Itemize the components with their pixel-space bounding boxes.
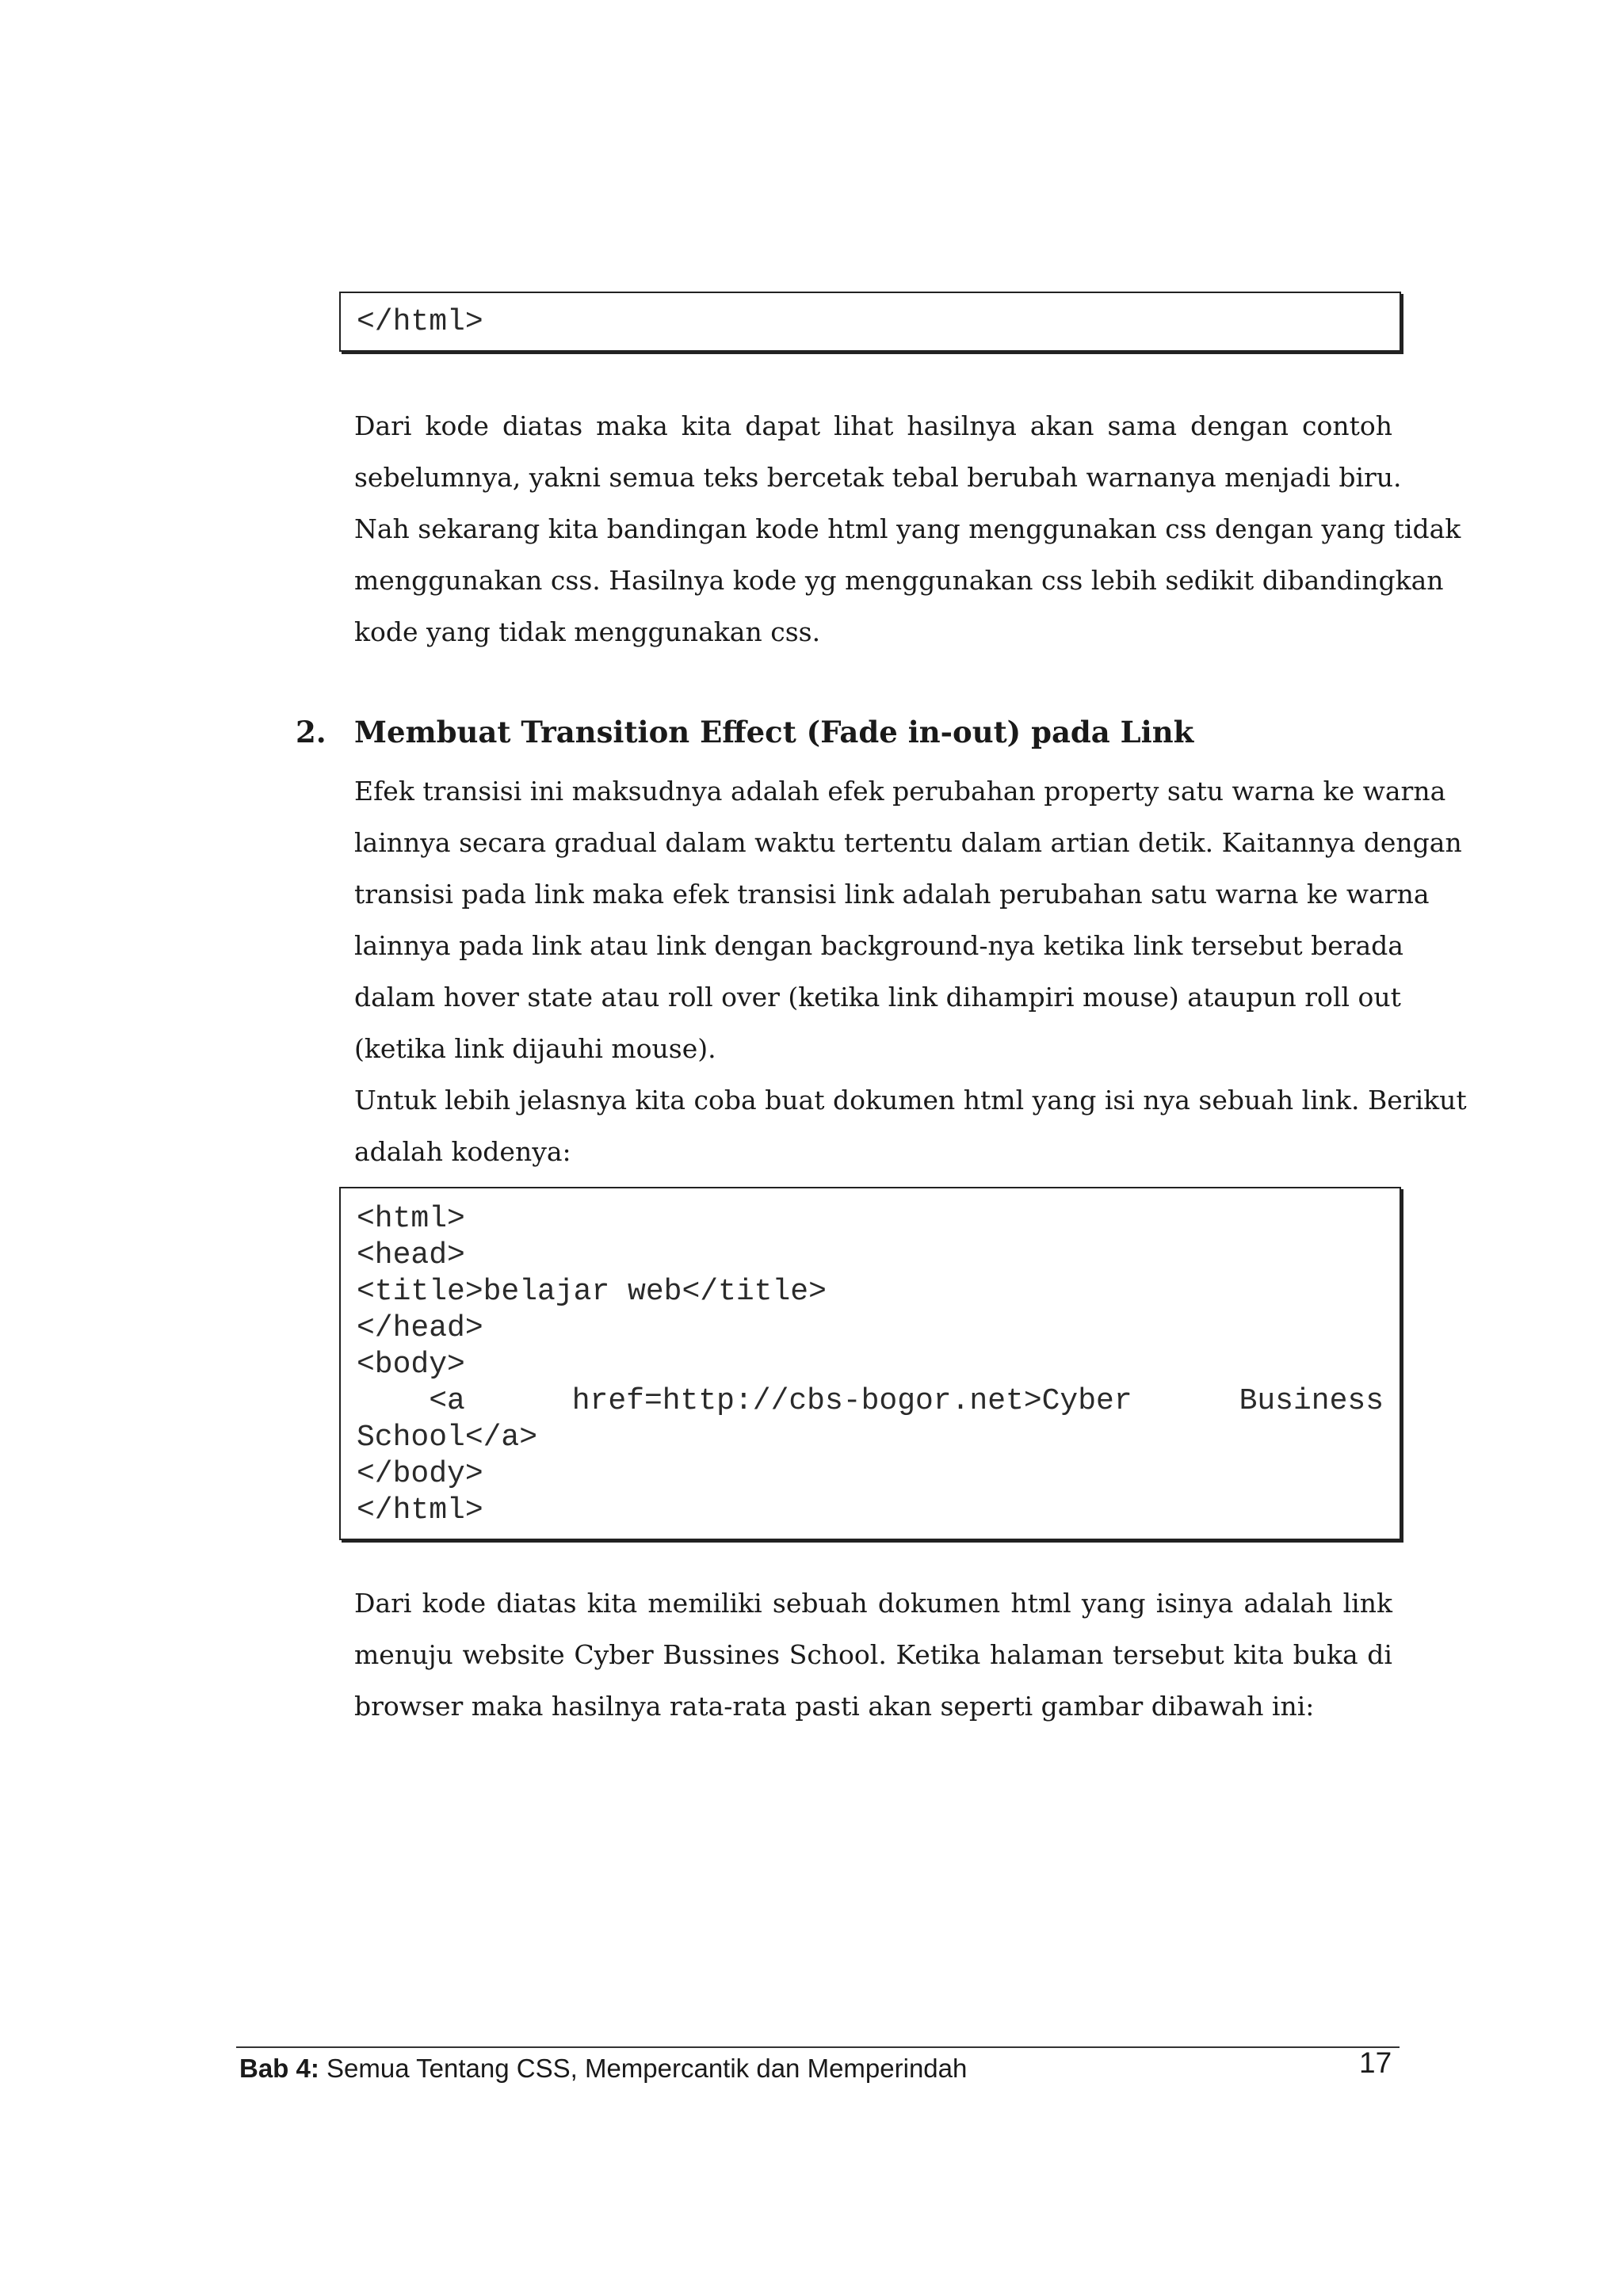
code-line: <title>belajar web</title> bbox=[357, 1275, 827, 1309]
text-line: sebelumnya, yakni semua teks bercetak tebal berubah warnanya menjadi biru. bbox=[354, 462, 1402, 493]
code-block-link-document bbox=[339, 1187, 1401, 1540]
paragraph-css-comparison bbox=[354, 503, 1461, 658]
paragraph-result-description bbox=[354, 1577, 1392, 1732]
paragraph-code-intro bbox=[354, 1074, 1467, 1177]
text-line: Efek transisi ini maksudnya adalah efek perubahan property satu warna ke warna bbox=[354, 776, 1446, 807]
footer-chapter bbox=[239, 2051, 967, 2086]
text-line: menuju website Cyber Bussines School. Ketika halaman tersebut kita buka di bbox=[354, 1639, 1392, 1670]
text-line: lainnya pada link atau link dengan background-nya ketika link tersebut berada bbox=[354, 930, 1403, 961]
code-token: href=http://cbs-bogor.net>Cyber bbox=[571, 1384, 1132, 1418]
code-line: <html> bbox=[357, 1202, 465, 1236]
text-line: lainnya secara gradual dalam waktu tertentu dalam artian detik. Kaitannya dengan bbox=[354, 827, 1462, 858]
code-line: </html> bbox=[357, 1493, 483, 1527]
code-line-anchor bbox=[357, 1383, 1384, 1420]
text-line: menggunakan css. Hasilnya kode yg menggunakan css lebih sedikit dibandingkan bbox=[354, 565, 1444, 596]
footer-divider bbox=[236, 2046, 1400, 2048]
code-block-closing-html bbox=[339, 292, 1401, 352]
code-line: <body> bbox=[357, 1348, 465, 1382]
section-title: Membuat Transition Effect (Fade in-out) pada Link bbox=[354, 715, 1194, 749]
code-line: </html> bbox=[357, 305, 483, 339]
page-number: 17 bbox=[1359, 2046, 1392, 2079]
text-line: kode yang tidak menggunakan css. bbox=[354, 616, 821, 647]
text-line: transisi pada link maka efek transisi link adalah perubahan satu warna ke warna bbox=[354, 879, 1430, 910]
text-line: Dari kode diatas kita memiliki sebuah dokumen html yang isinya adalah link bbox=[354, 1588, 1392, 1619]
code-token: Business bbox=[1239, 1384, 1384, 1418]
section-number: 2. bbox=[296, 715, 327, 749]
text-line: adalah kodenya: bbox=[354, 1136, 571, 1167]
text-line: Nah sekarang kita bandingan kode html yang menggunakan css dengan yang tidak bbox=[354, 513, 1461, 544]
code-line: <head> bbox=[357, 1238, 465, 1272]
code-line: School</a> bbox=[357, 1421, 538, 1455]
text-line: dalam hover state atau roll over (ketika link dihampiri mouse) ataupun roll out bbox=[354, 982, 1401, 1013]
text-line: Dari kode diatas maka kita dapat lihat hasilnya akan sama dengan contoh bbox=[354, 410, 1392, 441]
code-token: <a bbox=[357, 1384, 465, 1418]
text-line: Untuk lebih jelasnya kita coba buat dokumen html yang isi nya sebuah link. Berikut bbox=[354, 1085, 1467, 1116]
paragraph-transition-effect bbox=[354, 765, 1462, 1074]
footer-chapter-label: Bab 4: bbox=[239, 2054, 319, 2083]
section-heading bbox=[296, 711, 1193, 753]
text-line: browser maka hasilnya rata-rata pasti akan seperti gambar dibawah ini: bbox=[354, 1691, 1315, 1722]
text-line: (ketika link dijauhi mouse). bbox=[354, 1033, 716, 1064]
code-line: </head> bbox=[357, 1311, 483, 1345]
paragraph-result-same bbox=[354, 400, 1402, 503]
footer-chapter-title: Semua Tentang CSS, Mempercantik dan Memperindah bbox=[319, 2054, 968, 2083]
code-line: </body> bbox=[357, 1457, 483, 1491]
